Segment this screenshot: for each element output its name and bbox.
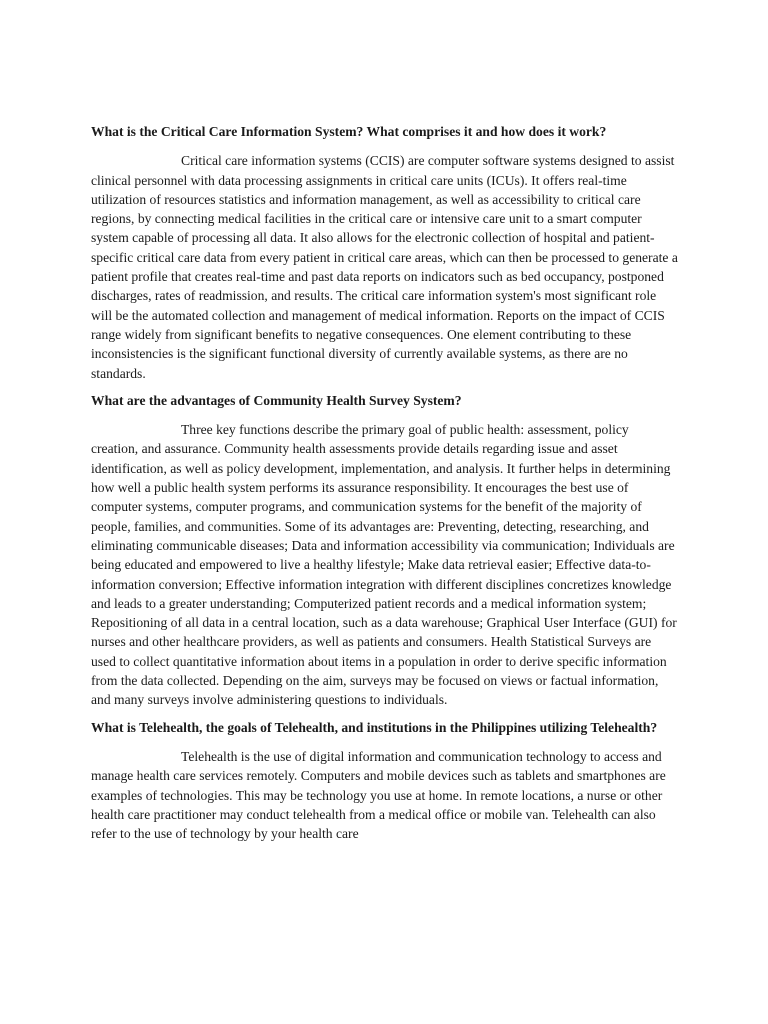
section-paragraph-telehealth: Telehealth is the use of digital information and communication technology to access and manage health care services remotely. Computers and mobile devices such as tablets and smartphones are examples of technologies. This may be technology you use at home. In remote locations, a nurse or other health care practitioner may conduct telehealth from a medical office or mobile van. Telehealth can also refer to the use of technology by your health care	[91, 748, 666, 842]
section-paragraph-community-health: Three key functions describe the primary goal of public health: assessment, policy creation, and assurance. Community health assessments provide details regarding issue and asset identification, as well as policy development, implementation, and analysis. It further helps in determining how well a public health system performs its assurance responsibility. It encourages the best use of computer systems, computer programs, and communication systems for the benefit of the majority of people, families, and communities. Some of its advantages are: Preventing, detecting, researching, and eliminating communicable diseases; Data and information accessibility via communication; Individuals are being educated and empowered to live a healthy lifestyle; Make data retrieval easier; Effective data-to-information conversion; Effective information integration with different disciplines concretizes knowledge and leads to a greater understanding; Computerized patient records and a medical information system; Repositioning of all data in a central location, such as a data warehouse; Graphical User Interface (GUI) for nurses and other healthcare providers, as well as patients and consumers. Health Statistical Surveys are used to collect quantitative information about items in a population in order to derive specific information from the data collected. Depending on the aim, surveys may be focused on views or factual information, and many surveys involve administering questions to individuals.	[91, 422, 677, 708]
section-heading-community-health: What are the advantages of Community Health Survey System?	[91, 392, 462, 408]
section-heading-telehealth: What is Telehealth, the goals of Telehealth, and institutions in the Philippines utilizing Telehealth?	[91, 719, 658, 735]
document-body	[91, 122, 679, 851]
section-heading-ccis: What is the Critical Care Information System? What comprises it and how does it work?	[91, 124, 607, 139]
section-paragraph-ccis: Critical care information systems (CCIS) are computer software systems designed to assist clinical personnel with data processing assignments in critical care units (ICUs). It offers real-time utilization of resources statistics and information management, as well as accessibility to critical care regions, by connecting medical facilities in the critical care or intensive care unit to a smart computer system capable of processing all data. It also allows for the electronic collection of hospital and patient-specific critical care data from every patient in critical care areas, which can then be processed to generate a patient profile that creates real-time and past data reports on indicators such as bed occupancy, postponed discharges, rates of readmission, and results. The critical care information system's most significant role will be the automated collection and management of medical information. Reports on the impact of CCIS range widely from significant benefits to negative consequences. One element contributing to these inconsistencies is the significant functional diversity of currently available systems, as there are no standards.	[91, 153, 678, 381]
